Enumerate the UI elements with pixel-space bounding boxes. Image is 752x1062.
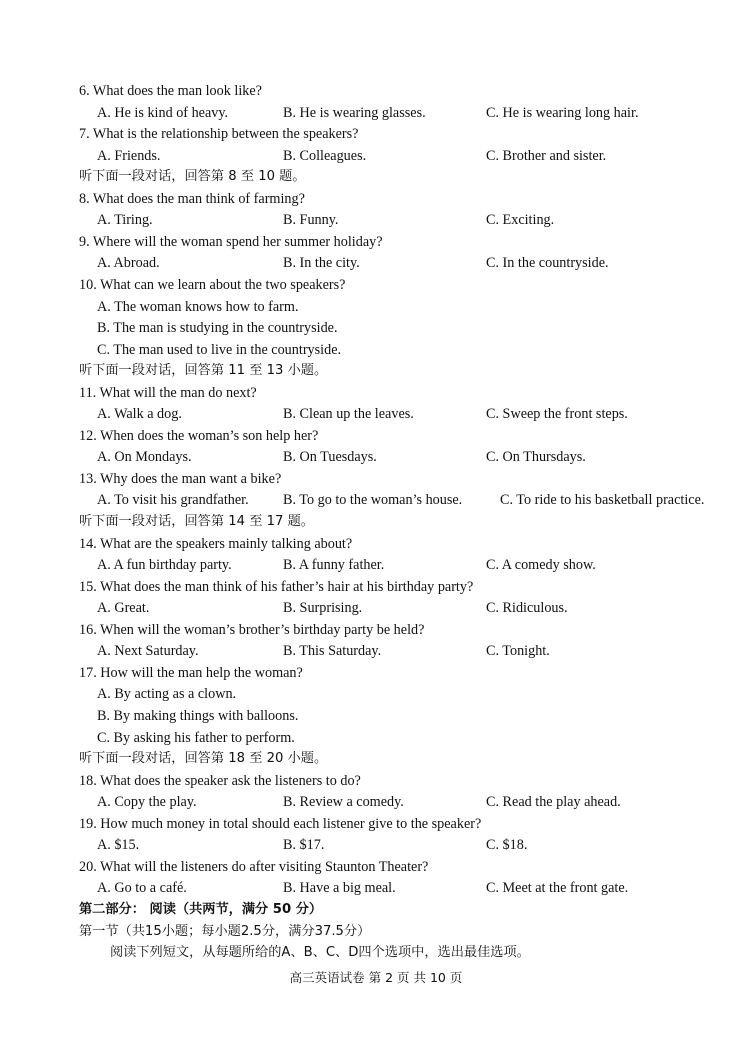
option-b: B. He is wearing glasses. xyxy=(283,104,426,121)
question-text: 15. What does the man think of his father’s hair at his birthday party? xyxy=(79,578,474,595)
option-row xyxy=(0,296,752,318)
section-instruction xyxy=(0,921,752,943)
option-b: B. Colleagues. xyxy=(283,147,367,164)
options-row xyxy=(0,446,752,468)
option-row xyxy=(0,705,752,727)
section-instruction xyxy=(0,166,752,188)
option-c: C. Brother and sister. xyxy=(486,147,607,164)
option-a: A. Great. xyxy=(97,600,150,617)
option-c: C. In the countryside. xyxy=(486,255,609,272)
instruction-text: 听下面一段对话，回答第 18 至 20 小题。 xyxy=(79,751,328,767)
question-text: 17. How will the man help the woman? xyxy=(79,664,303,681)
option-a: A. On Mondays. xyxy=(97,449,192,466)
options-row xyxy=(0,102,752,124)
options-row xyxy=(0,403,752,425)
option-a: A. Friends. xyxy=(97,147,161,164)
option-a: A. Tiring. xyxy=(97,212,153,229)
question-text: 12. When does the woman’s son help her? xyxy=(79,427,319,444)
options-row xyxy=(0,489,752,511)
option-a: A. To visit his grandfather. xyxy=(97,492,249,509)
option-a: A. $15. xyxy=(97,837,140,854)
reading-directions xyxy=(0,942,752,964)
options-row xyxy=(0,554,752,576)
option-b: B. Have a big meal. xyxy=(283,880,396,897)
option-c: C. Tonight. xyxy=(486,643,550,660)
option-a: A. Walk a dog. xyxy=(97,406,182,423)
section-instruction xyxy=(0,511,752,533)
option-b: B. In the city. xyxy=(283,255,360,272)
part-heading-text: 第二部分： 阅读（共两节，满分 50 分） xyxy=(79,901,323,917)
option-c: C. Sweep the front steps. xyxy=(486,406,628,423)
option-row xyxy=(0,317,752,339)
option-text: A. By acting as a clown. xyxy=(97,686,237,703)
question-text: 16. When will the woman’s brother’s birthday party be held? xyxy=(79,621,425,638)
option-c: C. Exciting. xyxy=(486,212,555,229)
question-text: 8. What does the man think of farming? xyxy=(79,190,305,207)
option-a: A. Go to a café. xyxy=(97,880,187,897)
option-b: B. Clean up the leaves. xyxy=(283,406,414,423)
options-row xyxy=(0,834,752,856)
option-text: A. The woman knows how to farm. xyxy=(97,298,299,315)
option-row xyxy=(0,339,752,361)
question-text: 11. What will the man do next? xyxy=(79,384,257,401)
option-a: A. Abroad. xyxy=(97,255,160,272)
question-row xyxy=(0,576,752,598)
option-a: A. A fun birthday party. xyxy=(97,557,232,574)
page-footer: 高三英语试卷 第 2 页 共 10 页 xyxy=(289,970,463,985)
question-text: 13. Why does the man want a bike? xyxy=(79,470,282,487)
option-a: A. He is kind of heavy. xyxy=(97,104,229,121)
options-row xyxy=(0,145,752,167)
option-b: B. Funny. xyxy=(283,212,339,229)
option-c: C. On Thursdays. xyxy=(486,449,586,466)
option-text: C. By asking his father to perform. xyxy=(97,729,295,746)
options-row xyxy=(0,209,752,231)
question-text: 19. How much money in total should each listener give to the speaker? xyxy=(79,815,482,832)
question-text: 18. What does the speaker ask the listeners to do? xyxy=(79,772,361,789)
option-a: A. Copy the play. xyxy=(97,794,197,811)
question-row xyxy=(0,80,752,102)
option-b: B. To go to the woman’s house. xyxy=(283,492,463,509)
option-c: C. Meet at the front gate. xyxy=(486,880,629,897)
options-row xyxy=(0,640,752,662)
question-row xyxy=(0,123,752,145)
question-row xyxy=(0,770,752,792)
question-row xyxy=(0,274,752,296)
instruction-text: 听下面一段对话，回答第 11 至 13 小题。 xyxy=(79,363,328,379)
option-c: C. $18. xyxy=(486,837,528,854)
question-row xyxy=(0,231,752,253)
option-text: B. The man is studying in the countryside. xyxy=(97,320,338,337)
section-instruction xyxy=(0,360,752,382)
instruction-text: 第一节（共15小题；每小题2.5分，满分37.5分） xyxy=(79,923,371,939)
option-b: B. A funny father. xyxy=(283,557,385,574)
question-text: 20. What will the listeners do after visiting Staunton Theater? xyxy=(79,858,429,875)
question-text: 9. Where will the woman spend her summer holiday? xyxy=(79,233,383,250)
question-row xyxy=(0,619,752,641)
question-text: 14. What are the speakers mainly talking about? xyxy=(79,535,353,552)
question-text: 6. What does the man look like? xyxy=(79,83,262,99)
option-c: C. He is wearing long hair. xyxy=(486,104,639,121)
question-row xyxy=(0,813,752,835)
options-row xyxy=(0,877,752,899)
instruction-text: 听下面一段对话，回答第 14 至 17 题。 xyxy=(79,514,314,529)
question-row xyxy=(0,856,752,878)
option-text: B. By making things with balloons. xyxy=(97,708,299,724)
question-row xyxy=(0,188,752,210)
question-row xyxy=(0,533,752,555)
question-row xyxy=(0,468,752,490)
question-row xyxy=(0,662,752,684)
option-row xyxy=(0,727,752,749)
instruction-text: 听下面一段对话，回答第 8 至 10 题。 xyxy=(79,169,306,185)
question-row xyxy=(0,425,752,447)
part-heading xyxy=(0,899,752,921)
option-text: C. The man used to live in the countryside. xyxy=(97,341,342,358)
option-b: B. This Saturday. xyxy=(283,643,382,660)
option-row xyxy=(0,683,752,705)
option-c: C. Ridiculous. xyxy=(486,600,568,617)
options-row xyxy=(0,252,752,274)
question-text: 10. What can we learn about the two speakers? xyxy=(79,277,346,293)
option-c: C. To ride to his basketball practice. xyxy=(500,492,705,509)
question-text: 7. What is the relationship between the speakers? xyxy=(79,126,359,143)
option-c: C. A comedy show. xyxy=(486,557,596,574)
section-instruction xyxy=(0,748,752,770)
option-b: B. $17. xyxy=(283,837,325,854)
option-b: B. Surprising. xyxy=(283,600,363,617)
option-b: B. On Tuesdays. xyxy=(283,449,377,466)
options-row xyxy=(0,597,752,619)
option-c: C. Read the play ahead. xyxy=(486,794,621,811)
option-a: A. Next Saturday. xyxy=(97,643,199,660)
options-row xyxy=(0,791,752,813)
directions-text: 阅读下列短文，从每题所给的A、B、C、D四个选项中，选出最佳选项。 xyxy=(110,945,530,960)
question-row xyxy=(0,382,752,404)
option-b: B. Review a comedy. xyxy=(283,794,404,811)
